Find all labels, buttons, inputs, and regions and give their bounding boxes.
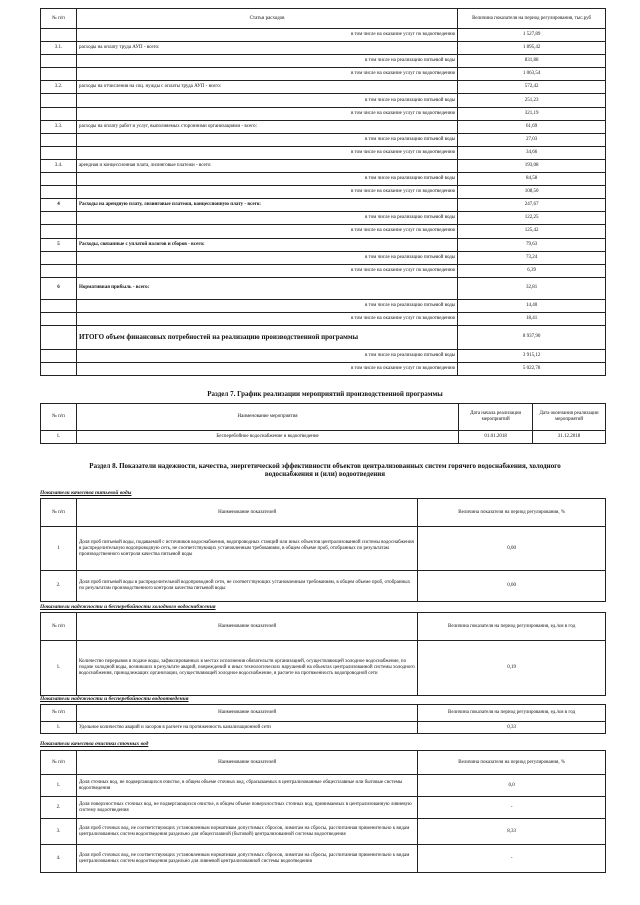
row-value: 108,50: [458, 186, 606, 199]
col-value-header: Величина показателя на период регулирования, тыс.руб: [458, 9, 606, 29]
row-item: Расходы на арендную плату, лизинговые платежи, концессионную плату - всего:: [76, 199, 457, 212]
row-num: [41, 186, 77, 199]
g3-row: [41, 722, 606, 734]
row-item: в том числе на оказание услуг по водоотведению: [76, 68, 457, 81]
expense-row: [41, 55, 606, 68]
g4-row: [41, 797, 606, 819]
g1-value-header: Величина показателя на период регулирования, %: [418, 499, 606, 527]
row-value: 1 527,89: [458, 29, 606, 42]
row-num: [41, 299, 77, 312]
row-num: 3.: [41, 819, 77, 845]
expenses-body: [41, 29, 606, 376]
row-item: в том числе на реализацию питьевой воды: [76, 251, 457, 264]
row-item: в том числе на оказание услуг по водоотведению: [76, 29, 457, 42]
row-num: 1: [41, 527, 77, 571]
row-num: 1.: [41, 722, 77, 734]
row-num: 4: [41, 199, 77, 212]
row-value: 61,69: [458, 120, 606, 133]
g2-row: [41, 641, 606, 696]
g3-value-header: Величина показателя на период регулирования, ед./км в год: [418, 705, 606, 722]
row-value: 247,67: [458, 199, 606, 212]
g4-value-header: Величина показателя на период регулирования, %: [418, 751, 606, 775]
g1-table: [40, 498, 606, 602]
row-value: 1 895,42: [458, 42, 606, 55]
row-item: в том числе на оказание услуг по водоотведению: [76, 225, 457, 238]
row-value: 1 063,54: [458, 68, 606, 81]
row-value: 32,81: [458, 277, 606, 299]
row-item: расходы на отчисления на соц. нужды с оплаты труда АУП - всего:: [76, 81, 457, 94]
expense-row: [41, 312, 606, 325]
g3-num-header: № п/п: [41, 705, 77, 722]
g1-row: [41, 527, 606, 571]
row-num: [41, 29, 77, 42]
g4-row: [41, 819, 606, 845]
g3-table: [40, 704, 606, 734]
row-num: [41, 312, 77, 325]
row-item: расходы на оплату труда АУП - всего:: [76, 42, 457, 55]
row-value: 831,88: [458, 55, 606, 68]
row-num: [41, 68, 77, 81]
row-num: 2.: [41, 797, 77, 819]
g1-name-header: Наименование показателей: [76, 499, 417, 527]
row-name: Доля проб питьевой воды, подаваемой с источников водоснабжения, водопроводных станций или иных объектов централизованной системы водоснабжения в распределительную водопроводную сеть, не соответствующих установленным требованиям, в общем объеме проб, отобранных по результатам производственного контроля качества питьевой воды: [76, 527, 417, 571]
row-name: Удельное количество аварий и засоров в расчете на протяженность канализационной сети: [76, 722, 417, 734]
row-num: [41, 55, 77, 68]
row-num: 3.3.: [41, 120, 77, 133]
row-num: 1.: [41, 775, 77, 797]
row-num: [41, 107, 77, 120]
expense-row: [41, 225, 606, 238]
row-item: в том числе на реализацию питьевой воды: [76, 94, 457, 107]
row-num: 5: [41, 238, 77, 251]
g1-label: Показатели качества питьевой воды: [40, 490, 132, 496]
row-name: Доля сточных вод, не подвергающихся очистке, в общем объеме сточных вод, сбрасываемых в централизованные общесплавные или бытовые системы водоотведения: [76, 775, 417, 797]
col-item-header: Статьи расходов: [76, 9, 457, 29]
s7-row-end: 31.12.2018: [533, 431, 606, 444]
row-value: 572,42: [458, 81, 606, 94]
row-value: -: [418, 845, 606, 873]
row-name: Доля проб сточных вод, не соответствующих установленным нормативам допустимых сбросов, лимитам на сбросы, рассчитанная применительно к видам централизованных систем водоотведения раздельно для ливневой централизованной системы водоотведения: [76, 845, 417, 873]
s7-end-header: Дата окончания реализации мероприятий: [533, 404, 606, 431]
row-name: Количество перерывов в подаче воды, зафиксированных в местах исполнения обязательств организацией, осуществляющей холодное водоснабжение, по подаче холодной воды, возникших в результате аварий, повреждений и иных технологических нарушений на объектах централизованной системы холодного водоснабжения, принадлежащих организации, осуществляющей холодное водоснабжение, в расчете на протяженность водопроводной сети: [76, 641, 417, 696]
row-value: 14,40: [458, 299, 606, 312]
row-item: в том числе на реализацию питьевой воды: [76, 55, 457, 68]
row-value: 0,00: [418, 571, 606, 602]
row-num: 1.: [41, 641, 77, 696]
s7-row-name: Бесперебойное водоснабжение и водоотведение: [76, 431, 458, 444]
s7-num-header: № п/п: [41, 404, 77, 431]
g2-num-header: № п/п: [41, 613, 77, 641]
schedule-table: [40, 403, 606, 444]
s7-name-header: Наименование мероприятия: [76, 404, 458, 431]
row-value: 84,58: [458, 173, 606, 186]
s7-row-num: 1.: [41, 431, 77, 444]
g3-label: Показатели надежности и бесперебойности водоотведения: [40, 696, 189, 702]
row-value: 0,33: [418, 722, 606, 734]
row-num: 3.1.: [41, 42, 77, 55]
expense-row: [41, 146, 606, 159]
row-value: 8,33: [418, 819, 606, 845]
expense-row: [41, 94, 606, 107]
row-num: 3.2.: [41, 81, 77, 94]
expense-row: [41, 349, 606, 362]
expense-row: [41, 363, 606, 376]
expense-row: [41, 107, 606, 120]
s7-start-header: Дата начала реализации мероприятий: [459, 404, 533, 431]
expense-row: [41, 251, 606, 264]
expense-row: [41, 120, 606, 133]
expense-row: [41, 212, 606, 225]
g1-row: [41, 571, 606, 602]
row-value: 3 915,12: [458, 349, 606, 362]
row-item: ИТОГО объем финансовых потребностей на реализацию производственной программы: [76, 325, 457, 349]
row-value: 27,03: [458, 133, 606, 146]
row-item: в том числе на реализацию питьевой воды: [76, 173, 457, 186]
row-value: 0,0: [418, 775, 606, 797]
expense-row: [41, 173, 606, 186]
row-name: Доля поверхностных сточных вод, не подвергающихся очистке, в общем объеме поверхностных сточных вод, принимаемых в централизованную ливневую систему водоотведения: [76, 797, 417, 819]
g1-num-header: № п/п: [41, 499, 77, 527]
row-item: в том числе на реализацию питьевой воды: [76, 349, 457, 362]
row-num: [41, 94, 77, 107]
row-value: 125,42: [458, 225, 606, 238]
row-num: [41, 173, 77, 186]
row-item: арендная и концессионная плата, лизинговые платежи - всего:: [76, 159, 457, 172]
g4-table: [40, 750, 606, 873]
expenses-table: [40, 8, 606, 376]
expense-row: [41, 299, 606, 312]
row-item: в том числе на оказание услуг по водоотведению: [76, 264, 457, 277]
row-value: 193,08: [458, 159, 606, 172]
row-item: Нормативная прибыль - всего:: [76, 277, 457, 299]
row-item: в том числе на реализацию питьевой воды: [76, 299, 457, 312]
g2-label: Показатели надежности и бесперебойности холодного водоснабжения: [40, 604, 216, 610]
expense-row: [41, 81, 606, 94]
row-value: 0,00: [418, 527, 606, 571]
row-value: 6,39: [458, 264, 606, 277]
row-num: [41, 325, 77, 349]
expense-row: [41, 264, 606, 277]
row-num: [41, 146, 77, 159]
g4-row: [41, 845, 606, 873]
row-value: 321,19: [458, 107, 606, 120]
row-value: 8 937,90: [458, 325, 606, 349]
row-value: 34,66: [458, 146, 606, 159]
row-item: в том числе на реализацию питьевой воды: [76, 133, 457, 146]
expense-row: [41, 68, 606, 81]
expense-row: [41, 133, 606, 146]
g2-table: [40, 612, 606, 696]
row-item: в том числе на оказание услуг по водоотведению: [76, 312, 457, 325]
expense-row: [41, 199, 606, 212]
row-num: [41, 363, 77, 376]
row-value: 251,23: [458, 94, 606, 107]
row-item: Расходы, связанные с уплатой налогов и сборов - всего:: [76, 238, 457, 251]
row-value: 79,63: [458, 238, 606, 251]
section7-title: Раздел 7. График реализации мероприятий производственной программы: [207, 390, 443, 398]
expense-row: [41, 42, 606, 55]
expense-row: [41, 186, 606, 199]
expense-row: [41, 238, 606, 251]
g3-name-header: Наименование показателей: [76, 705, 417, 722]
row-item: в том числе на оказание услуг по водоотведению: [76, 146, 457, 159]
row-item: в том числе на реализацию питьевой воды: [76, 212, 457, 225]
expense-row: [41, 325, 606, 349]
row-num: 4.: [41, 845, 77, 873]
row-value: -: [418, 797, 606, 819]
g4-name-header: Наименование показателей: [76, 751, 417, 775]
row-item: в том числе на оказание услуг по водоотведению: [76, 186, 457, 199]
row-value: 5 022,78: [458, 363, 606, 376]
section8-title: Раздел 8. Показатели надежности, качества, энергетической эффективности объектов централизованных систем горячего водоснабжения, холодного водоснабжения и (или) водоотведения: [89, 462, 561, 478]
row-num: 3.4.: [41, 159, 77, 172]
row-num: [41, 264, 77, 277]
g4-num-header: № п/п: [41, 751, 77, 775]
row-item: в том числе на оказание услуг по водоотведению: [76, 107, 457, 120]
row-name: Доля проб сточных вод, не соответствующих установленным нормативам допустимых сбросов, лимитам на сбросы, рассчитанная применительно к видам централизованных систем водоотведения раздельно для общесплавной (бытовой) централизованной системы водоотведения: [76, 819, 417, 845]
row-num: 6: [41, 277, 77, 299]
g2-name-header: Наименование показателей: [76, 613, 417, 641]
row-value: 18,41: [458, 312, 606, 325]
row-item: расходы на оплату работ и услуг, выполняемых сторонними организациями - всего:: [76, 120, 457, 133]
row-item: в том числе на оказание услуг по водоотведению: [76, 363, 457, 376]
expense-row: [41, 159, 606, 172]
g4-row: [41, 775, 606, 797]
row-num: [41, 251, 77, 264]
row-name: Доля проб питьевой воды в распределительной водопроводной сети, не соответствующих установленным требованиям, в общем объеме проб, отобранных по результатам производственного контроля качества питьевой воды: [76, 571, 417, 602]
g4-label: Показатели качества очистки сточных вод: [40, 741, 149, 747]
row-value: 0,19: [418, 641, 606, 696]
row-num: 2.: [41, 571, 77, 602]
expense-row: [41, 29, 606, 42]
row-num: [41, 133, 77, 146]
s7-row-start: 01.01.2018: [459, 431, 533, 444]
row-num: [41, 225, 77, 238]
col-num-header: № п/п: [41, 9, 77, 29]
row-num: [41, 349, 77, 362]
row-num: [41, 212, 77, 225]
row-value: 122,25: [458, 212, 606, 225]
g2-value-header: Величина показателя на период регулирования, ед./км в год: [418, 613, 606, 641]
expense-row: [41, 277, 606, 299]
row-value: 73,24: [458, 251, 606, 264]
